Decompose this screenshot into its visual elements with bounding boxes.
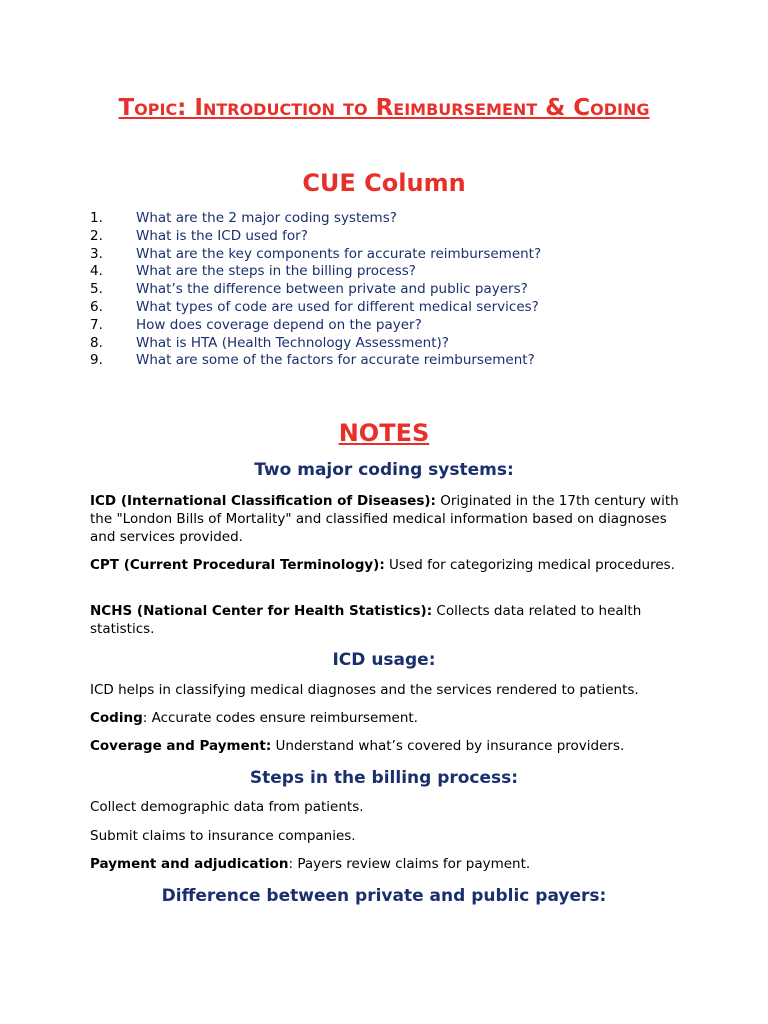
nchs-text: Collects data related to health statistics. [90, 603, 642, 637]
list-item-text: What are some of the factors for accurate reimbursement? [136, 352, 535, 369]
list-item-number: 2. [90, 227, 103, 244]
list-item-text: What’s the difference between private and public payers? [136, 281, 528, 298]
list-item [90, 281, 690, 299]
list-item-number: 9. [90, 352, 103, 369]
cpt-label: CPT (Current Procedural Terminology): [90, 557, 385, 573]
notes-title: NOTES [338, 419, 430, 447]
list-item-number: 6. [90, 298, 103, 315]
list-item-text: What is HTA (Health Technology Assessment)? [136, 334, 449, 351]
icd-text: Originated in the 17th century with the "London Bills of Mortality" and classified medical information based on diagnoses and services provided. [90, 493, 679, 545]
list-item [90, 246, 690, 264]
icd-usage-paragraph: ICD helps in classifying medical diagnoses and the services rendered to patients. [90, 682, 639, 698]
payment-paragraph [90, 856, 680, 874]
list-item-number: 3. [90, 245, 103, 262]
cue-column-title: CUE Column [302, 169, 466, 197]
list-item-text: What are the steps in the billing process? [136, 263, 416, 280]
list-item [90, 263, 690, 281]
coding-systems-heading: Two major coding systems: [254, 460, 514, 480]
billing-step-2: Submit claims to insurance companies. [90, 828, 356, 844]
icd-label: ICD (International Classification of Diseases): [90, 493, 436, 509]
coverage-text: Understand what’s covered by insurance providers. [271, 738, 625, 754]
coding-paragraph [90, 710, 680, 728]
list-item-number: 8. [90, 334, 103, 351]
list-item-text: What types of code are used for different medical services? [136, 298, 539, 315]
icd-usage-heading: ICD usage: [332, 650, 436, 670]
list-item-number: 4. [90, 263, 103, 280]
list-item-text: What are the key components for accurate reimbursement? [136, 245, 542, 262]
list-item [90, 335, 690, 353]
list-item-number: 5. [90, 281, 103, 298]
cue-question-list [90, 210, 690, 370]
payers-heading: Difference between private and public payers: [161, 886, 607, 906]
cpt-text: Used for categorizing medical procedures. [384, 557, 675, 573]
coverage-label: Coverage and Payment: [90, 738, 272, 754]
list-item [90, 317, 690, 335]
list-item-number: 7. [90, 316, 103, 333]
list-item-text: How does coverage depend on the payer? [136, 316, 422, 333]
nchs-label: NCHS (National Center for Health Statistics): [90, 603, 433, 619]
list-item [90, 299, 690, 317]
payment-text: : Payers review claims for payment. [288, 856, 531, 872]
list-item [90, 352, 690, 370]
billing-step-1: Collect demographic data from patients. [90, 799, 364, 815]
cpt-paragraph [90, 557, 680, 575]
topic-title: Topic: Introduction to Reimbursement & Coding [118, 95, 650, 121]
coverage-paragraph [90, 738, 680, 756]
list-item-text: What are the 2 major coding systems? [136, 210, 397, 226]
coding-text: : Accurate codes ensure reimbursement. [142, 710, 418, 726]
list-item-text: What is the ICD used for? [136, 227, 308, 244]
nchs-paragraph [90, 603, 680, 639]
billing-heading: Steps in the billing process: [249, 768, 519, 788]
list-item [90, 228, 690, 246]
payment-label: Payment and adjudication [90, 856, 289, 872]
list-item [90, 210, 690, 228]
list-item-number: 1. [90, 210, 103, 226]
coding-label: Coding [90, 710, 143, 726]
icd-paragraph [90, 493, 680, 546]
